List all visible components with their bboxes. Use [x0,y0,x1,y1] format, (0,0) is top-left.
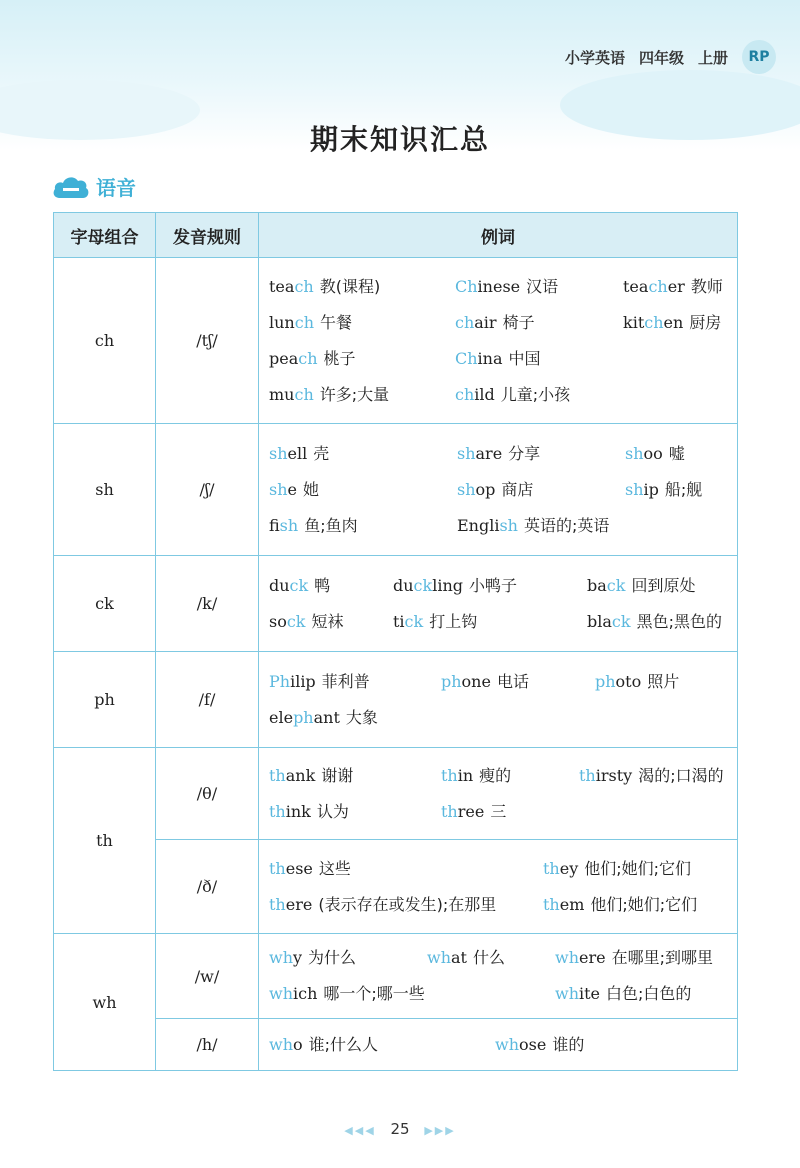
word-part: bla [587,611,612,631]
chinese-meaning: 椅子 [502,312,535,332]
word-part: ree [457,801,485,821]
chinese-meaning: 谁的 [552,1034,585,1054]
example-word [269,700,435,736]
highlighted-letters: wh [269,1034,293,1054]
table-row [54,258,738,424]
pronunciation-rule-cell: /ʃ/ [156,424,259,556]
example-word [623,269,727,305]
chinese-meaning: 菲利普 [321,671,370,691]
chinese-meaning: 分享 [508,443,541,463]
example-word [457,508,619,544]
right-arrows-icon: ▶▶▶ [424,1124,456,1137]
word-part: du [269,575,290,595]
example-word [269,269,449,305]
letter-combination-cell: wh [54,934,156,1071]
cloud-icon [52,174,90,200]
highlighted-letters: ch [648,276,668,296]
highlighted-letters: th [441,801,458,821]
letter-combination-cell: sh [54,424,156,556]
word-part: e [287,479,297,499]
chinese-meaning: 谁;什么人 [308,1034,379,1054]
example-word [543,887,727,923]
example-word [269,976,425,1012]
word-part: at [451,948,467,967]
highlighted-letters: ch [455,312,475,332]
word-part: ey [559,858,579,878]
word-part: in [457,765,474,785]
chinese-meaning: 瘦的 [479,765,512,785]
highlighted-letters: sh [457,443,476,463]
word-part: kit [623,312,645,332]
word-part: tea [623,276,649,296]
example-word [455,305,617,341]
section-heading [52,172,136,201]
chinese-meaning: 中国 [508,348,541,368]
chinese-meaning: 儿童;小孩 [500,384,571,404]
left-arrows-icon: ◀◀◀ [344,1124,376,1137]
word-part: ele [269,707,294,727]
example-word [623,305,727,341]
example-words-cell [259,840,738,934]
example-word [269,436,451,472]
example-word [455,377,617,413]
page-footer [0,1120,800,1138]
example-word [269,887,537,923]
chinese-meaning: 商店 [501,479,534,499]
highlighted-letters: sh [457,479,476,499]
highlighted-letters: ph [441,671,462,691]
word-part: ank [285,765,316,785]
example-word [579,758,727,794]
highlighted-letters: sh [269,443,288,463]
word-part: ba [587,575,607,595]
letter-combination-cell: ch [54,258,156,424]
highlighted-letters: ch [294,312,314,332]
chinese-meaning: 大象 [345,707,378,727]
word-part: one [461,671,491,691]
chinese-meaning: 厨房 [689,312,722,332]
column-header: 例词 [259,213,738,258]
example-words-cell [259,424,738,556]
example-word [555,976,727,1012]
highlighted-letters: wh [555,948,579,967]
example-word [543,851,727,887]
example-words-cell [259,258,738,424]
highlighted-letters: sh [625,479,644,499]
example-word [269,341,449,377]
section-number-mark [63,188,79,191]
word-part: ina [477,348,503,368]
example-word [427,976,549,1012]
highlighted-letters: th [269,858,286,878]
word-part: inese [477,276,521,296]
word-part: pea [269,348,299,368]
chinese-meaning: 谢谢 [321,765,354,785]
word-part: op [475,479,496,499]
chinese-meaning: 什么 [472,948,505,967]
chinese-meaning: 电话 [496,671,529,691]
word-part: lun [269,312,295,332]
word-part: o [293,1034,303,1054]
word-part: ti [393,611,405,631]
highlighted-letters: ph [595,671,616,691]
header-volume: 上册 [697,48,728,67]
chinese-meaning: 她 [302,479,319,499]
word-part: fi [269,515,280,535]
chinese-meaning: (表示存在或发生);在那里 [318,894,497,914]
highlighted-letters: th [579,765,596,785]
example-word [455,269,617,305]
example-words-cell [259,934,738,1019]
highlighted-letters: ch [644,312,664,332]
example-word [427,940,549,976]
chinese-meaning: 英语的;英语 [523,515,610,535]
example-word [623,341,727,377]
letter-combination-cell: ph [54,652,156,748]
highlighted-letters: th [543,858,560,878]
pronunciation-rule-cell: /tʃ/ [156,258,259,424]
word-part: ling [432,575,463,595]
highlighted-letters: sh [279,515,299,535]
word-part: ant [313,707,340,727]
letter-combination-cell: th [54,748,156,934]
example-word [455,341,617,377]
table-row [54,840,738,934]
phonics-table [53,212,738,1071]
pronunciation-rule-cell: /w/ [156,934,259,1019]
word-part: ere [285,894,313,914]
example-word [495,1027,727,1063]
example-word [441,758,573,794]
word-part: Engli [457,515,500,535]
chinese-meaning: 在哪里;到哪里 [611,948,713,967]
example-word [269,940,421,976]
column-header: 发音规则 [156,213,259,258]
chinese-meaning: 为什么 [308,948,357,967]
example-word [269,305,449,341]
example-words-cell [259,1019,738,1071]
word-part: er [667,276,685,296]
example-word [269,794,435,830]
chinese-meaning: 这些 [318,858,351,878]
highlighted-letters: th [269,765,286,785]
example-word [393,568,581,604]
word-part: ell [287,443,308,463]
example-word [625,472,727,508]
chinese-meaning: 汉语 [526,276,559,296]
table-row [54,556,738,652]
chinese-meaning: 许多;大量 [319,384,390,404]
word-part: ose [519,1034,547,1054]
edition-badge: RP [742,40,776,74]
highlighted-letters: sh [499,515,518,535]
pronunciation-rule-cell: /h/ [156,1019,259,1071]
highlighted-letters: wh [427,948,451,967]
highlighted-letters: wh [269,984,293,1003]
highlighted-letters: sh [625,443,644,463]
example-words-cell [259,748,738,840]
chinese-meaning: 哪一个;哪一些 [323,984,425,1003]
chinese-meaning: 午餐 [320,312,353,332]
word-part: ip [643,479,659,499]
word-part: ich [293,984,318,1003]
chinese-meaning: 回到原处 [631,575,696,595]
header-grade: 四年级 [638,48,684,67]
chinese-meaning: 教(课程) [319,276,381,296]
page-number: 25 [390,1120,410,1138]
word-part: tea [269,276,295,296]
example-word [269,472,451,508]
example-word [269,568,387,604]
highlighted-letters: Ch [455,348,478,368]
chinese-meaning: 船;舰 [664,479,703,499]
highlighted-letters: ch [455,384,475,404]
example-word [587,568,727,604]
chinese-meaning: 白色;白色的 [606,984,692,1003]
chinese-meaning: 他们;她们;它们 [584,858,692,878]
table-row [54,652,738,748]
highlighted-letters: wh [269,948,293,967]
example-word [269,851,537,887]
word-part: irsty [595,765,633,785]
word-part: oto [615,671,642,691]
chinese-meaning: 黑色;黑色的 [636,611,722,631]
word-part: so [269,611,287,631]
word-part: ese [285,858,313,878]
example-word [269,604,387,640]
section-label: 语音 [96,176,136,200]
word-part: air [474,312,497,332]
table-row [54,748,738,840]
chinese-meaning: 三 [490,801,507,821]
chinese-meaning: 他们;她们;它们 [590,894,698,914]
highlighted-letters: ch [294,276,314,296]
word-part: mu [269,384,295,404]
example-words-cell [259,556,738,652]
word-part: ite [579,984,601,1003]
example-word [393,604,581,640]
example-word [269,1027,489,1063]
example-word [269,664,435,700]
word-part: du [393,575,414,595]
example-word [269,758,435,794]
highlighted-letters: ch [294,384,314,404]
example-word [457,472,619,508]
highlighted-letters: ck [606,575,626,595]
chinese-meaning: 教师 [690,276,723,296]
chinese-meaning: 打上钩 [429,611,478,631]
highlighted-letters: ck [413,575,433,595]
highlighted-letters: ck [611,611,631,631]
highlighted-letters: wh [555,984,579,1003]
highlighted-letters: ck [289,575,309,595]
chinese-meaning: 渴的;口渴的 [638,765,724,785]
chinese-meaning: 桃子 [323,348,356,368]
highlighted-letters: th [441,765,458,785]
highlighted-letters: ck [404,611,424,631]
chinese-meaning: 嘘 [668,443,685,463]
table-row [54,934,738,1019]
example-word [269,508,451,544]
word-part: ild [474,384,495,404]
highlighted-letters: Ch [455,276,478,296]
word-part: oo [643,443,663,463]
page-header [565,40,776,74]
example-word [587,604,727,640]
example-word [555,940,727,976]
pronunciation-rule-cell: /f/ [156,652,259,748]
example-words-cell [259,652,738,748]
highlighted-letters: ck [286,611,306,631]
chinese-meaning: 鸭 [314,575,331,595]
table-row [54,424,738,556]
chinese-meaning: 壳 [313,443,330,463]
word-part: are [475,443,503,463]
chinese-meaning: 照片 [647,671,680,691]
highlighted-letters: wh [495,1034,519,1054]
highlighted-letters: th [269,801,286,821]
word-part: ilip [290,671,316,691]
table-header-row [54,213,738,258]
highlighted-letters: th [543,894,560,914]
chinese-meaning: 小鸭子 [468,575,517,595]
pronunciation-rule-cell: /k/ [156,556,259,652]
highlighted-letters: ph [293,707,314,727]
example-word [441,794,573,830]
example-word [441,664,589,700]
pronunciation-rule-cell: /ð/ [156,840,259,934]
word-part: en [663,312,684,332]
table-row [54,1019,738,1071]
word-part: y [293,948,303,967]
header-subject: 小学英语 [564,48,625,67]
chinese-meaning: 短袜 [311,611,344,631]
word-part: em [559,894,585,914]
column-header: 字母组合 [54,213,156,258]
chinese-meaning: 鱼;鱼肉 [304,515,358,535]
word-part: ink [285,801,311,821]
pronunciation-rule-cell: /θ/ [156,748,259,840]
highlighted-letters: th [269,894,286,914]
highlighted-letters: ch [298,348,318,368]
page-title: 期末知识汇总 [309,123,490,156]
highlighted-letters: Ph [269,671,291,691]
example-word [457,436,619,472]
chinese-meaning: 认为 [316,801,349,821]
example-word [595,664,727,700]
letter-combination-cell: ck [54,556,156,652]
example-word [625,436,727,472]
highlighted-letters: sh [269,479,288,499]
example-word [269,377,449,413]
word-part: ere [579,948,606,967]
